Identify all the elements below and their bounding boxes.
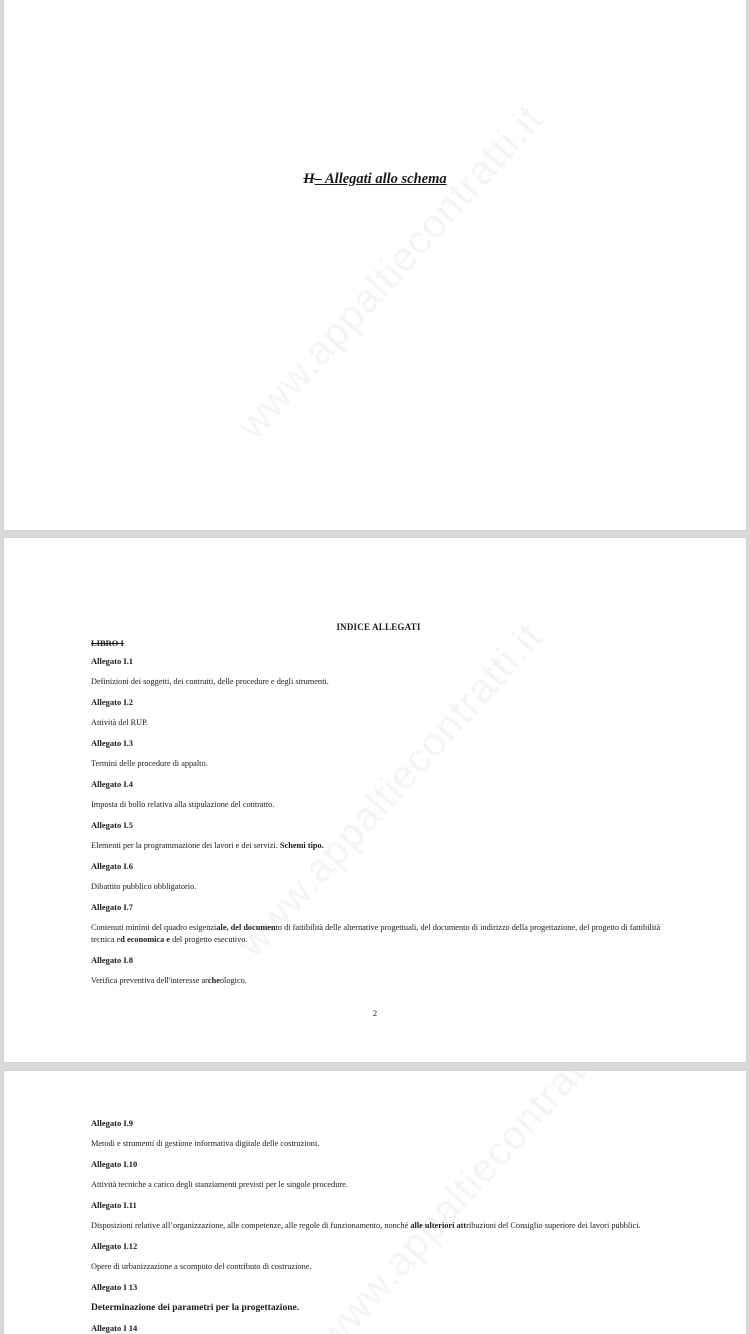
annex-description: Attività tecniche a carico degli stanziamenti previsti per le singole procedure.: [91, 1180, 348, 1189]
section-title-text: – Allegati allo schema: [314, 171, 447, 187]
index-content: [91, 622, 666, 996]
index-title: INDICE ALLEGATI: [336, 622, 421, 632]
annex-description: Verifica preventiva dell'interesse archeologico.: [91, 976, 247, 985]
annex-description: Determinazione dei parametri per la progettazione.: [91, 1303, 300, 1313]
watermark: [229, 97, 552, 449]
annex-heading: Allegato I.8: [91, 955, 134, 965]
annex-heading: Allegato I.6: [91, 861, 134, 871]
annex-description: Opere di urbanizzazione a scomputo del contributo di costruzione.: [91, 1262, 312, 1271]
annex-heading: Allegato I.5: [91, 820, 134, 830]
index-content: [91, 1118, 666, 1334]
annex-heading: Allegato I.1: [91, 656, 134, 666]
annex-description: Metodi e strumenti di gestione informativa digitale delle costruzioni.: [91, 1139, 320, 1148]
annex-description: Disposizioni relative all’organizzazione, alle competenze, alle regole di funzionamento, nonché alle ulteriori attribuzioni del Consiglio superiore dei lavori pubblici.: [91, 1221, 641, 1230]
annex-heading: Allegato I.3: [91, 738, 134, 748]
annex-heading: Allegato I.9: [91, 1118, 134, 1128]
annex-heading: Allegato I.7: [91, 902, 134, 912]
section-title-struck: II: [303, 171, 315, 187]
annex-heading: Allegato I 14: [91, 1323, 138, 1333]
document-page-3: [4, 1071, 746, 1334]
annex-heading: Allegato I.11: [91, 1200, 137, 1210]
document-page-2: [4, 538, 746, 1062]
annex-heading: Allegato I.10: [91, 1159, 138, 1169]
annex-description: Termini delle procedure di appalto.: [91, 759, 208, 768]
annex-heading: Allegato I.12: [91, 1241, 138, 1251]
annex-heading: Allegato I 13: [91, 1282, 138, 1292]
annex-heading: Allegato I.2: [91, 697, 134, 707]
annex-description: Dibattito pubblico obbligatorio.: [91, 882, 197, 891]
annex-heading: Allegato I.4: [91, 779, 134, 789]
section-title: [4, 171, 746, 188]
annex-description: Attività del RUP.: [91, 718, 148, 727]
annex-description: Definizioni dei soggetti, dei contratti, delle procedure e degli strumenti.: [91, 677, 329, 686]
annex-description: Contenuti minimi del quadro esigenziale, del documento di fattibilità delle alternative progettuali, del documento di indirizzo della progettazione, del progetto di fattibilità tecnica ed economica e del progetto esecutivo.: [91, 923, 661, 944]
annex-description: Imposta di bollo relativa alla stipulazione del contratto.: [91, 800, 275, 809]
book-label: LIBRO I: [91, 638, 124, 648]
page-number: 2: [372, 1008, 378, 1018]
annex-description: Elementi per la programmazione dei lavori e dei servizi. Schemi tipo.: [91, 841, 324, 850]
document-page-1: [4, 0, 746, 530]
